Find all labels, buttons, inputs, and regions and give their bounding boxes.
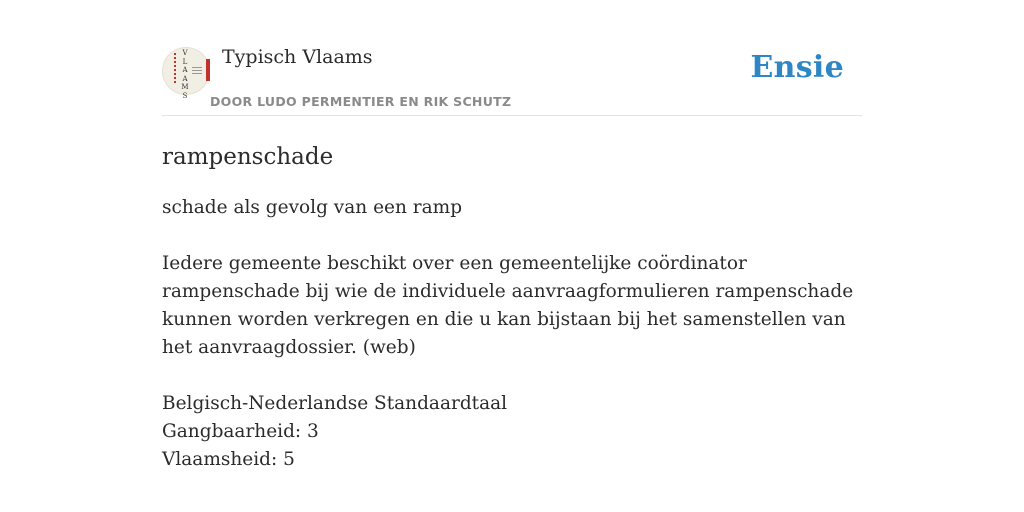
site-title[interactable]: Typisch Vlaams <box>222 46 373 68</box>
entry-content <box>162 194 862 474</box>
cover-letters: V L A A M S <box>181 49 189 100</box>
entry-language: Belgisch-Nederlandse Standaardtaal <box>162 393 508 414</box>
entry-example: Iedere gemeente beschikt over een gemeentelijke coördinator rampenschade bij wie de individuele aanvraagformulieren rampenschade kunnen worden verkregen en die u kan bijstaan bij het samenstellen van het aanvraagdossier. (web) <box>162 253 854 358</box>
entry-definition: schade als gevolg van een ramp <box>162 197 463 218</box>
spacer <box>162 362 862 390</box>
entry-gangbaarheid: Gangbaarheid: 3 <box>162 421 319 442</box>
entry-term: rampenschade <box>162 144 334 170</box>
site-header <box>162 0 862 116</box>
spacer <box>162 222 862 250</box>
cover-red-bar <box>206 59 210 81</box>
book-cover-avatar[interactable] <box>162 47 210 100</box>
entry-vlaamsheid: Vlaamsheid: 5 <box>162 449 295 470</box>
entry-card <box>162 0 862 474</box>
ensie-logo[interactable]: Ensie <box>750 50 844 85</box>
cover-decoration <box>174 53 178 83</box>
byline: DOOR LUDO PERMENTIER EN RIK SCHUTZ <box>210 94 512 109</box>
cover-text-lines <box>192 67 202 77</box>
